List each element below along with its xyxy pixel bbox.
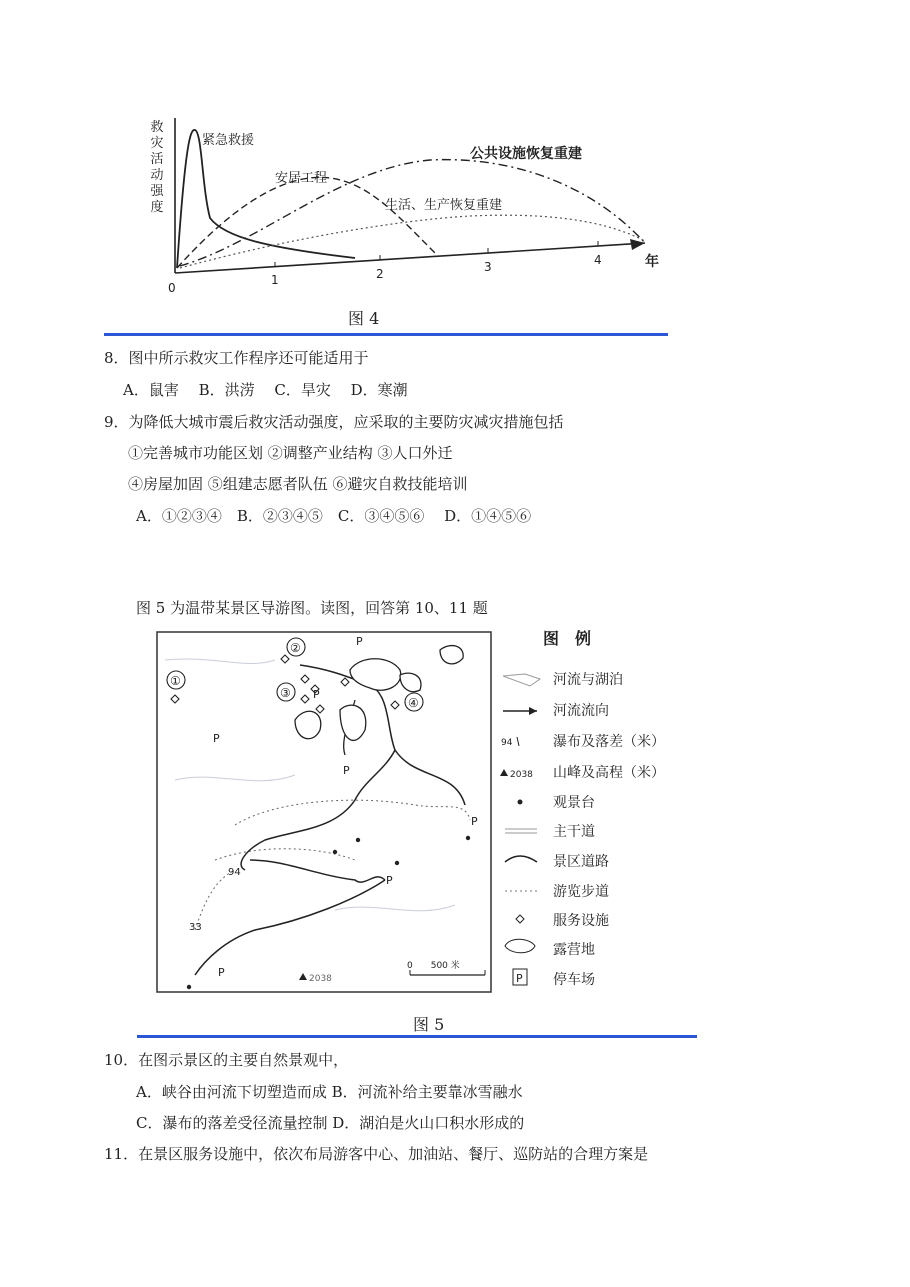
map-trail [195, 870, 235, 930]
legend-trail-label: 游览步道 [553, 884, 609, 900]
legend-peak-sample: 2038 [510, 770, 533, 780]
waterfall-33-label: 33 [189, 922, 202, 933]
q9-options: A．①②③④ B．②③④⑤ C．③④⑤⑥ D．①④⑤⑥ [136, 507, 532, 525]
figure-5-legend [495, 626, 710, 996]
parking-label: P [386, 874, 393, 887]
parking-label: P [313, 688, 320, 701]
legend-main-road-label: 主干道 [553, 824, 595, 840]
site-2-label: ② [290, 641, 301, 655]
q9-line1: ①完善城市功能区划 ②调整产业结构 ③人口外迁 [128, 444, 453, 462]
intro-text: 图 5 为温带某景区导游图。读图，回答第 10、11 题 [136, 599, 488, 617]
legend-scenic-road-label: 景区道路 [553, 854, 609, 870]
figure-4-caption: 图 4 [348, 309, 380, 328]
map-lake [295, 711, 321, 738]
curve-emergency [177, 130, 355, 268]
map-lake [340, 705, 366, 740]
parking-label: P [213, 732, 220, 745]
x-unit: 年 [645, 254, 659, 270]
figure-5-map [155, 630, 495, 995]
map-lake [440, 646, 463, 664]
legend-camp-icon [505, 939, 535, 953]
label-emergency: 紧急救援 [202, 133, 255, 148]
label-livelihood: 生活、生产恢复重建 [385, 198, 503, 213]
legend-camp-label: 露营地 [553, 942, 595, 958]
curve-resettlement [177, 177, 435, 268]
peak-icon [299, 973, 307, 980]
legend-flow-label: 河流流向 [553, 703, 609, 719]
parking-label: P [343, 764, 350, 777]
site-3-label: ③ [280, 686, 291, 700]
q8-stem: 8．图中所示救灾工作程序还可能适用于 [104, 349, 369, 367]
peak-label: 2038 [309, 974, 332, 984]
label-public: 公共设施恢复重建 [470, 146, 582, 162]
q11-stem: 11．在景区服务设施中，依次布局游客中心、加油站、餐厅、巡防站的合理方案是 [104, 1145, 649, 1163]
curve-livelihood [180, 215, 645, 268]
q10-stem: 10．在图示景区的主要自然景观中， [104, 1051, 349, 1069]
label-resettlement: 安居工程 [275, 171, 328, 186]
svg-text:P: P [516, 972, 523, 985]
legend-title: 图 例 [543, 629, 592, 648]
divider-figure-4 [104, 333, 668, 336]
legend-waterfall-sample: 94 [501, 738, 513, 748]
legend-river-icon [503, 674, 540, 686]
parking-label: P [356, 635, 363, 648]
map-frame [157, 632, 491, 992]
map-road [195, 880, 385, 975]
legend-viewpoint-icon [518, 800, 523, 805]
map-river [241, 750, 395, 870]
tick-3: 3 [484, 260, 492, 274]
site-4-label: ④ [408, 696, 419, 710]
figure-4-y-label: 救灾活动强度 [150, 120, 164, 215]
q8-options: A．鼠害 B．洪涝 C．旱灾 D．寒潮 [123, 381, 408, 399]
legend-viewpoint-label: 观景台 [553, 795, 595, 811]
map-road [250, 860, 385, 882]
legend-peak-icon [500, 769, 508, 776]
tick-4: 4 [594, 253, 602, 267]
tick-2: 2 [376, 267, 384, 281]
q10-line1: A．峡谷由河流下切塑造而成 B．河流补给主要靠冰雪融水 [136, 1083, 523, 1101]
parking-label: P [218, 966, 225, 979]
scale-label: 0 500 米 [407, 961, 460, 971]
legend-waterfall-label: 瀑布及落差（米） [553, 734, 665, 750]
q9-stem: 9．为降低大城市震后救灾活动强度，应采取的主要防灾减灾措施包括 [104, 413, 564, 431]
divider-figure-5 [137, 1035, 697, 1038]
waterfall-94-label: 94 [228, 867, 241, 878]
tick-1: 1 [271, 273, 279, 287]
parking-label: P [471, 815, 478, 828]
map-lake [350, 659, 401, 691]
legend-river-label: 河流与湖泊 [553, 672, 623, 688]
legend-peak-label: 山峰及高程（米） [553, 765, 665, 781]
legend-scenic-road-icon [505, 856, 537, 862]
figure-5-caption: 图 5 [413, 1015, 445, 1034]
legend-service-label: 服务设施 [553, 913, 609, 929]
map-lake [400, 673, 421, 691]
site-1-label: ① [170, 674, 181, 688]
figure-4-chart [140, 108, 680, 308]
legend-parking-label: 停车场 [553, 972, 595, 988]
x-axis [175, 243, 645, 273]
q9-line2: ④房屋加固 ⑤组建志愿者队伍 ⑥避灾自救技能培训 [128, 475, 468, 493]
q10-line2: C．瀑布的落差受径流量控制 D．湖泊是火山口积水形成的 [136, 1114, 525, 1132]
tick-origin: 0 [168, 281, 176, 295]
legend-service-icon [516, 915, 524, 923]
